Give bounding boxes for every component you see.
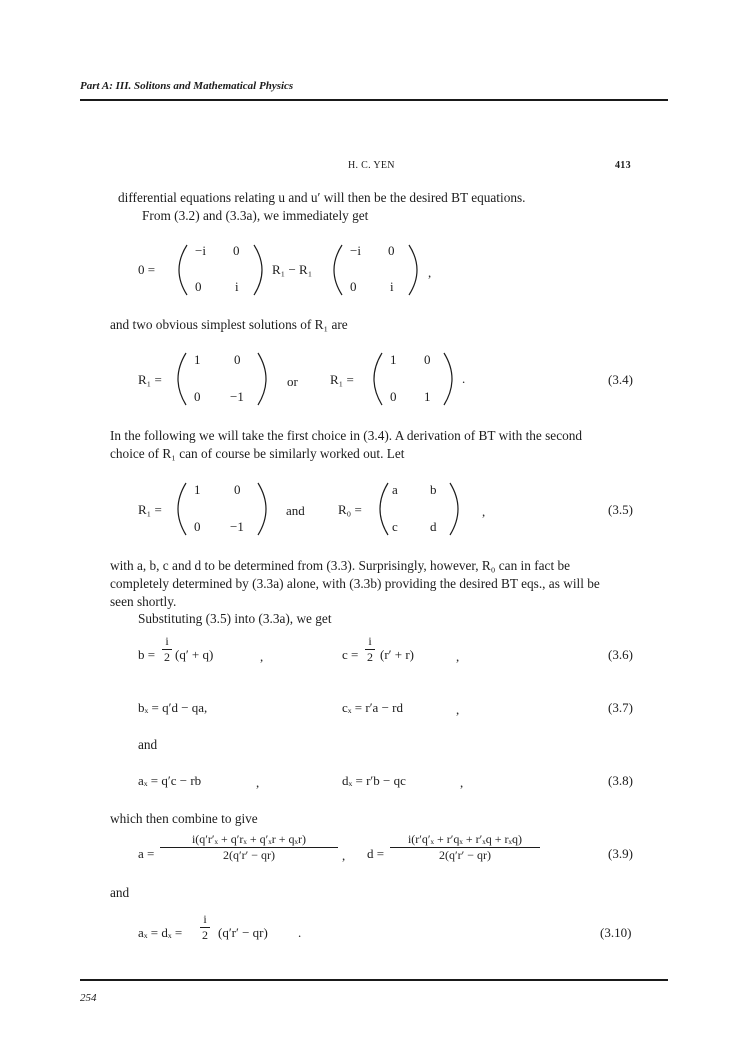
fraction bbox=[162, 634, 172, 665]
matrix-cell: −1 bbox=[230, 519, 244, 534]
equation-number: (3.10) bbox=[600, 925, 632, 940]
fraction bbox=[390, 832, 540, 863]
matrix-cell: 0 bbox=[350, 279, 357, 294]
matrix-cell: 0 bbox=[234, 482, 241, 497]
equation-3-5 bbox=[138, 479, 638, 539]
eq-3-9-sep: , bbox=[342, 848, 346, 863]
eq-3-4-lhs2: R₁ = bbox=[330, 372, 354, 387]
eq-3-5-tail: , bbox=[482, 504, 486, 519]
part-header: Part A: III. Solitons and Mathematical Physics bbox=[80, 80, 294, 92]
equation-3-6 bbox=[138, 634, 638, 674]
eq-3-9-d-lhs: d = bbox=[367, 846, 385, 861]
matrix-cell: 0 bbox=[234, 352, 241, 367]
paragraph-determined-2: completely determined by (3.3a) alone, with (3.3b) providing the desired BT eqs., as will be bbox=[110, 576, 600, 591]
eq-3-6-sep: , bbox=[456, 649, 460, 664]
fraction-numerator: i bbox=[200, 912, 210, 928]
matrix-cell: 0 bbox=[424, 352, 431, 367]
matrix-cell: 0 bbox=[194, 389, 201, 404]
eq-3-9-a-lhs: a = bbox=[138, 846, 155, 861]
paragraph-solutions: and two obvious simplest solutions of R₁ are bbox=[110, 317, 348, 332]
fraction-denominator: 2(q′r′ − qr) bbox=[222, 848, 275, 862]
equation-3-8 bbox=[138, 773, 638, 795]
eq-3-5-lhs1: R₁ = bbox=[138, 502, 162, 517]
eq-3-5-and: and bbox=[286, 503, 305, 518]
matrix-cell: c bbox=[392, 519, 398, 534]
matrix-choice-one bbox=[172, 349, 272, 409]
matrix-cell: −i bbox=[195, 243, 206, 258]
paragraph-determined-1: with a, b, c and d to be determined from (3.3). Surprisingly, however, R₀ can in fact be bbox=[110, 558, 571, 573]
eq-3-10-tail: . bbox=[298, 925, 302, 940]
paragraph-and: and bbox=[110, 885, 130, 900]
eq-3-4-lhs1: R₁ = bbox=[138, 372, 162, 387]
matrix-brackets bbox=[374, 479, 464, 539]
matrix-cell: −i bbox=[350, 243, 361, 258]
eq-3-10-rest: (q′r′ − qr) bbox=[218, 925, 268, 940]
matrix-brackets bbox=[173, 241, 268, 299]
equation-3-4 bbox=[138, 349, 638, 409]
fraction bbox=[160, 832, 338, 863]
matrix-cell: −1 bbox=[230, 389, 244, 404]
equation-number: (3.6) bbox=[608, 647, 633, 662]
paragraph-first-choice-1: In the following we will take the first choice in (3.4). A derivation of BT with the second bbox=[110, 428, 583, 443]
paragraph-intro: differential equations relating u and u′ will then be the desired BT equations. bbox=[118, 190, 526, 205]
equation-3-10 bbox=[138, 912, 638, 952]
eq-3-7-right: cₓ = r′a − rd bbox=[342, 700, 403, 715]
matrix-cell: i bbox=[390, 279, 394, 294]
matrix-cell: 0 bbox=[388, 243, 395, 258]
matrix-brackets bbox=[172, 479, 272, 539]
eq-3-6-b-rest: (q′ + q) bbox=[175, 647, 214, 662]
matrix-cell: b bbox=[430, 482, 437, 497]
matrix-choice-two bbox=[368, 349, 458, 409]
matrix-cell: 0 bbox=[233, 243, 240, 258]
matrix-brackets bbox=[172, 349, 272, 409]
eq-3-6-c-lhs: c = bbox=[342, 647, 359, 662]
equation-number: (3.7) bbox=[608, 700, 633, 715]
equation-number: (3.4) bbox=[608, 372, 633, 387]
header-rule bbox=[80, 99, 668, 101]
eq-3-6-c-rest: (r′ + r) bbox=[380, 647, 414, 662]
matrix-cell: 1 bbox=[194, 482, 201, 497]
journal-page-number: 413 bbox=[615, 160, 631, 171]
fraction-denominator: 2 bbox=[202, 928, 208, 942]
matrix-right bbox=[328, 241, 423, 299]
equation-3-7 bbox=[138, 700, 638, 722]
eq-3-4-or: or bbox=[287, 374, 298, 389]
matrix-cell: a bbox=[392, 482, 398, 497]
equation-zero bbox=[138, 241, 448, 299]
fraction-denominator: 2(q′r′ − qr) bbox=[438, 848, 491, 862]
matrix-cell: 1 bbox=[194, 352, 201, 367]
fraction bbox=[200, 912, 210, 943]
equation-3-9 bbox=[138, 832, 638, 876]
equation-number: (3.8) bbox=[608, 773, 633, 788]
matrix-left bbox=[173, 241, 268, 299]
eq-3-8-left: aₓ = q′c − rb bbox=[138, 773, 202, 788]
fraction-numerator: i bbox=[162, 634, 172, 650]
eq-zero-mid: R₁ − R₁ bbox=[272, 262, 313, 277]
eq-3-8-right: dₓ = r′b − qc bbox=[342, 773, 406, 788]
equation-number: (3.9) bbox=[608, 846, 633, 861]
matrix-cell: d bbox=[430, 519, 437, 534]
equation-number: (3.5) bbox=[608, 502, 633, 517]
paragraph-substituting: Substituting (3.5) into (3.3a), we get bbox=[138, 611, 332, 626]
paragraph-combine: which then combine to give bbox=[110, 811, 258, 826]
page-number: 254 bbox=[80, 992, 97, 1004]
eq-3-6-b-lhs: b = bbox=[138, 647, 156, 662]
matrix-cell: 0 bbox=[194, 519, 201, 534]
matrix-r0 bbox=[374, 479, 464, 539]
matrix-cell: 0 bbox=[390, 389, 397, 404]
matrix-cell: i bbox=[235, 279, 239, 294]
paragraph-first-choice-2: choice of R₁ can of course be similarly worked out. Let bbox=[110, 446, 405, 461]
fraction bbox=[365, 634, 375, 665]
eq-3-4-tail: . bbox=[462, 371, 466, 386]
matrix-brackets bbox=[328, 241, 423, 299]
fraction-denominator: 2 bbox=[164, 650, 170, 664]
running-head: H. C. YEN bbox=[348, 160, 395, 171]
paragraph-determined-3: seen shortly. bbox=[110, 594, 177, 609]
eq-3-6-sep: , bbox=[260, 649, 264, 664]
matrix-cell: 1 bbox=[424, 389, 431, 404]
eq-3-5-lhs2: R₀ = bbox=[338, 502, 362, 517]
matrix-brackets bbox=[368, 349, 458, 409]
eq-zero-lhs: 0 = bbox=[138, 262, 156, 277]
eq-zero-tail: , bbox=[428, 265, 432, 280]
fraction-numerator: i(r′q′ₓ + r′qₓ + r′ₓq + rₓq) bbox=[390, 832, 540, 848]
footer-rule bbox=[80, 979, 668, 981]
eq-3-7-left: bₓ = q′d − qa, bbox=[138, 700, 208, 715]
matrix-cell: 1 bbox=[390, 352, 397, 367]
fraction-numerator: i bbox=[365, 634, 375, 650]
eq-3-8-sep: , bbox=[256, 775, 260, 790]
fraction-denominator: 2 bbox=[367, 650, 373, 664]
paragraph-and: and bbox=[138, 737, 158, 752]
matrix-r1 bbox=[172, 479, 272, 539]
eq-3-10-lhs: aₓ = dₓ = bbox=[138, 925, 183, 940]
matrix-cell: 0 bbox=[195, 279, 202, 294]
eq-3-8-sep: , bbox=[460, 775, 464, 790]
eq-3-7-sep: , bbox=[456, 702, 460, 717]
fraction-numerator: i(q′r′ₓ + q′rₓ + q′ₓr + qₓr) bbox=[160, 832, 338, 848]
paragraph-from: From (3.2) and (3.3a), we immediately get bbox=[142, 208, 369, 223]
